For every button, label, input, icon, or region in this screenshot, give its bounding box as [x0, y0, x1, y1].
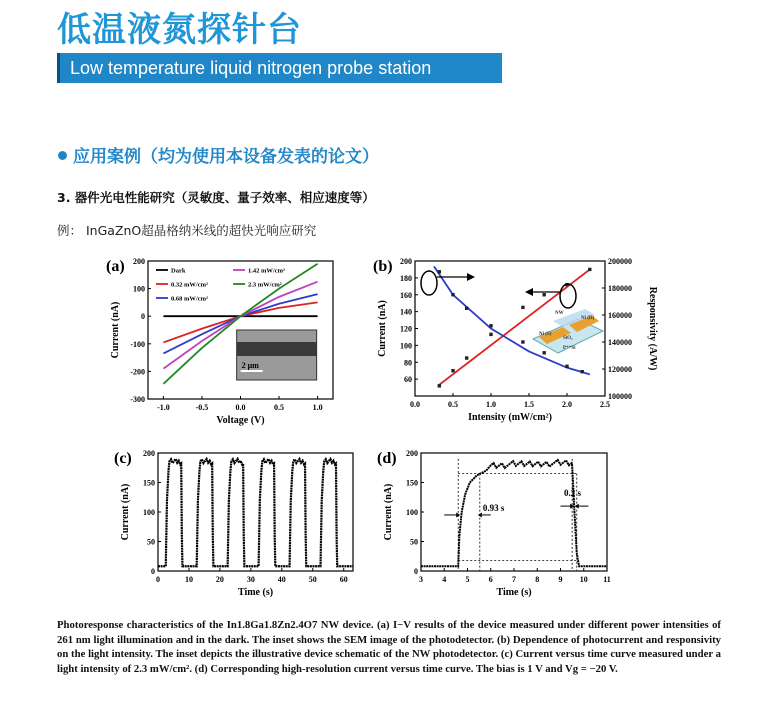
y-tick-label: 100 [133, 284, 145, 294]
panel-label: (b) [373, 258, 393, 275]
y-axis-label: Current (nA) [383, 483, 394, 541]
current-indicator-oval [560, 284, 576, 308]
x-tick-label: 4 [442, 575, 447, 584]
y-tick-label: 0 [414, 567, 418, 576]
y-tick-label: 150 [406, 478, 418, 488]
responsivity-point [451, 293, 454, 296]
title-banner [57, 53, 502, 83]
x-tick-label: 2.5 [600, 400, 610, 409]
y-tick-label: 200 [143, 449, 155, 458]
schematic-label: P⁺⁺Si [563, 346, 576, 351]
x-tick-label: 3 [419, 575, 423, 584]
page-title: 低温液氮探针台 [57, 10, 302, 50]
y2-tick-label: 120000 [608, 365, 632, 374]
panel-label: (c) [114, 450, 132, 467]
y-axis-label: Current (nA) [120, 483, 131, 541]
y2-axis-label: Responsivity (A/W) [647, 286, 658, 371]
responsivity-point [438, 270, 441, 273]
responsivity-point [465, 307, 468, 310]
x-tick-label: 30 [246, 575, 255, 584]
right-arrow-head-icon [467, 273, 475, 281]
legend-label: 1.42 mW/cm² [248, 267, 285, 275]
x-tick-label: 7 [512, 575, 516, 584]
current-point [451, 369, 454, 372]
current-point [489, 333, 492, 336]
responsivity-point [521, 340, 524, 343]
y2-tick-label: 160000 [608, 311, 632, 320]
current-point [588, 268, 591, 271]
x-tick-label: 6 [488, 575, 493, 584]
x-tick-label: -1.0 [157, 403, 170, 412]
y-tick-label: 150 [143, 478, 155, 488]
legend-label: 2.3 mW/cm² [248, 281, 282, 289]
panel-label: (a) [106, 258, 125, 275]
x-tick-label: 11 [603, 575, 611, 584]
y-tick-label: 200 [133, 257, 145, 266]
photocurrent-trace [421, 460, 607, 566]
current-point [465, 356, 468, 359]
y-tick-label: 160 [400, 290, 412, 300]
y2-tick-label: 200000 [608, 257, 632, 266]
x-tick-label: 9 [558, 575, 563, 584]
section-heading-text: 应用案例（均为使用本设备发表的论文） [73, 147, 379, 167]
fall-time-label: 0.2 s [563, 488, 582, 499]
x-tick-label: 8 [535, 575, 540, 584]
y-tick-label: 140 [400, 307, 412, 317]
left-arrow-head-icon [525, 288, 533, 296]
x-tick-label: 40 [277, 575, 286, 584]
y-tick-label: -100 [130, 339, 145, 349]
responsivity-point [565, 365, 568, 368]
y-tick-label: 80 [404, 358, 412, 368]
x-tick-label: 10 [184, 575, 193, 584]
responsivity-point [581, 370, 584, 373]
plot-frame [421, 453, 607, 571]
y2-tick-label: 180000 [608, 284, 632, 293]
current-point [438, 384, 441, 387]
rise-arrowhead-right-icon [478, 512, 482, 517]
sem-scale-label: 2 μm [241, 361, 259, 370]
x-tick-label: -0.5 [195, 403, 209, 412]
x-tick-label: 1.5 [524, 400, 534, 409]
responsivity-point [489, 324, 492, 327]
subheading: 3. 器件光电性能研究（灵敏度、量子效率、相应速度等） [57, 190, 375, 205]
y-tick-label: 200 [406, 449, 418, 458]
y-axis-label: Current (nA) [110, 301, 121, 359]
fall-arrowhead-right-icon [575, 504, 579, 509]
section-heading [58, 142, 379, 167]
x-tick-label: 1.0 [312, 403, 323, 412]
schematic-label: Ni (S) [539, 332, 552, 337]
figure [103, 243, 658, 613]
current-point [521, 306, 524, 309]
y-tick-label: 50 [147, 537, 155, 547]
y-tick-label: 100 [400, 341, 412, 351]
x-axis-label: Voltage (V) [216, 415, 265, 426]
legend-label: Dark [171, 267, 186, 275]
x-tick-label: 1.0 [486, 400, 496, 409]
y-tick-label: 60 [404, 375, 412, 385]
schematic-label: SiO₂ [563, 336, 573, 341]
sem-inset-nanowire [237, 342, 317, 356]
y-axis-label: Current (nA) [377, 300, 388, 357]
x-tick-label: 10 [579, 575, 588, 584]
y-tick-label: -200 [130, 367, 145, 377]
figure-caption: Photoresponse characteristics of the In1.8Ga1.8Zn2.4O7 NW device. (a) I−V results of the device measured under different power intensities of 261 nm light illumination and in the dark. The inset shows the SEM image of the photodetector. (b) Dependence of photocurrent and responsivity on the light intensity. The inset depicts the illustrative device schematic of the NW photodetector. (c) Current versus time curve measured under a light intensity of 2.3 mW/cm². (d) Corresponding high-resolution current versus time curve. The bias is 1 V and Vg = −20 V. [57, 619, 721, 675]
bullet-dot-icon [58, 151, 67, 160]
x-tick-label: 0.5 [448, 400, 458, 409]
y-tick-label: -300 [130, 395, 145, 404]
y-tick-label: 0 [141, 312, 145, 322]
y2-tick-label: 100000 [608, 392, 632, 401]
banner-accent [57, 53, 60, 83]
responsivity-indicator-oval [421, 271, 437, 295]
legend-label: 0.68 mW/cm² [171, 295, 208, 303]
figure-svg [103, 243, 658, 613]
rise-time-label: 0.93 s [482, 502, 505, 513]
x-axis-label: Time (s) [496, 587, 532, 598]
sem-scale-bar [241, 370, 263, 372]
plot-frame [158, 453, 353, 571]
x-axis-label: Time (s) [237, 587, 274, 598]
banner-subtitle: Low temperature liquid nitrogen probe station [70, 58, 432, 78]
schematic-label: Ni (D) [581, 316, 595, 321]
schematic-label: NW [555, 311, 564, 316]
x-axis-label: Intensity (mW/cm²) [468, 412, 552, 423]
x-tick-label: 0.5 [274, 403, 285, 412]
y-tick-label: 100 [143, 508, 155, 517]
x-tick-label: 0 [156, 575, 160, 584]
y2-tick-label: 140000 [608, 338, 632, 347]
photocurrent-trace [158, 459, 353, 566]
legend-label: 0.32 mW/cm² [171, 281, 208, 289]
y-tick-label: 200 [400, 257, 412, 266]
panel-label: (d) [377, 450, 397, 467]
current-point [543, 293, 546, 296]
x-tick-label: 2.0 [562, 400, 572, 409]
example-line: 例： InGaZnO超晶格纳米线的超快光响应研究 [57, 223, 317, 238]
x-tick-label: 20 [215, 575, 224, 584]
y-tick-label: 180 [400, 273, 412, 283]
y-tick-label: 0 [151, 567, 155, 576]
y-tick-label: 120 [400, 324, 412, 334]
responsivity-point [543, 351, 546, 354]
y-tick-label: 50 [410, 537, 418, 547]
y-tick-label: 100 [406, 508, 418, 517]
x-tick-label: 0.0 [410, 400, 420, 409]
x-tick-label: 0.0 [235, 403, 246, 412]
x-tick-label: 60 [339, 575, 348, 584]
x-tick-label: 5 [465, 575, 470, 584]
x-tick-label: 50 [308, 575, 317, 584]
